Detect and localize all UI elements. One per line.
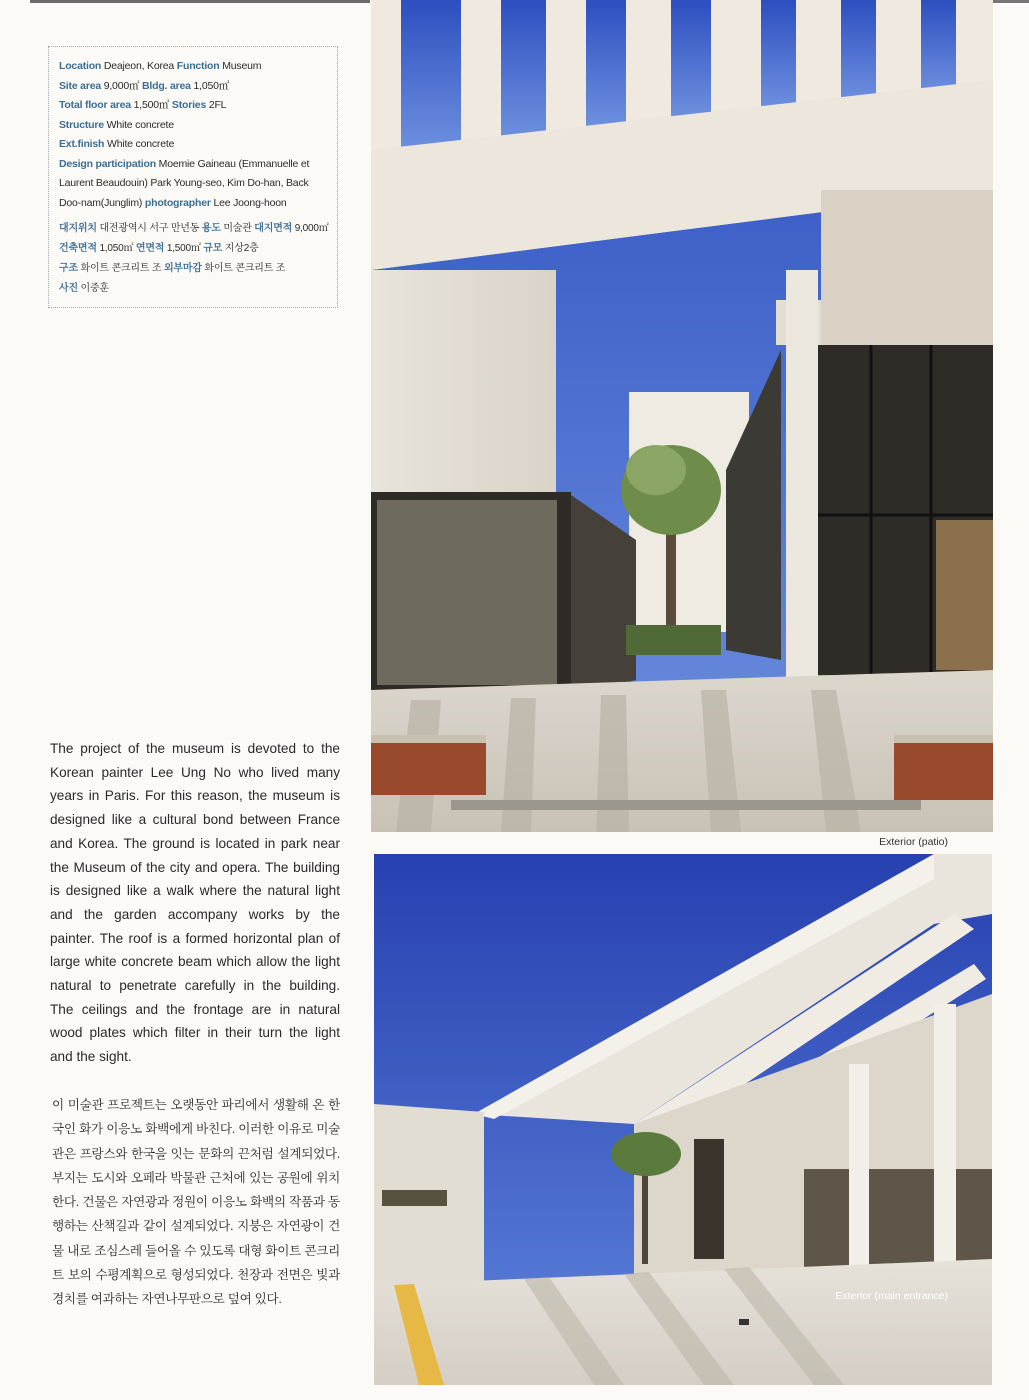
photographer-label: photographer [144, 196, 211, 209]
info-label: Ext.finish [59, 138, 105, 150]
info-label: 사진 [59, 283, 78, 294]
info-value: 지상2층 [224, 243, 259, 254]
info-value: 1,050㎡ [193, 79, 230, 92]
info-row [59, 116, 329, 136]
body-text-korean: 이 미술관 프로젝트는 오랫동안 파리에서 생활해 온 한국인 화가 이응노 화백에게 바친다. 이러한 이유로 미술관은 프랑스와 한국을 잇는 문화의 끈처럼 설계되었다. 부지는 도시와 오페라 박물관 근처에 있는 공원에 위치한다. 건물은 자연광과 정원이 이응노 화백의 작품과 동행하는 산책길과 같이 설계되었다. 지붕은 자연광이 건물 내로 조심스레 들어올 수 있도록 대형 화이트 콘크리트 보의 수평계획으로 형성되었다. 천장과 전면은 빛과 경치를 여과하는 자연나무판으로 덮여 있다. [52, 1098, 340, 1307]
design-label: Design participation [59, 157, 156, 170]
info-label: Site area [59, 79, 101, 92]
info-label: Stories [171, 99, 207, 111]
info-value: 9,000㎡ [294, 223, 329, 234]
info-value: 9,000㎡ [103, 79, 140, 92]
info-value: 1,050㎡ [99, 243, 134, 254]
info-row [59, 239, 329, 259]
photo-exterior-main-entrance [374, 854, 992, 1385]
top-rule [30, 0, 370, 3]
info-label: Location [59, 60, 102, 72]
info-label: 대지위치 [59, 223, 97, 234]
info-row [59, 57, 329, 77]
info-value: 화이트 콘크리트 조 [204, 263, 286, 274]
info-value: 화이트 콘크리트 조 [80, 263, 162, 274]
info-row [59, 96, 329, 116]
info-english [59, 57, 329, 155]
info-label: 연면적 [135, 243, 165, 254]
design-value: Moemie Gaineau (Emmanuelle et Laurent Beaudouin) Park Young-seo, Kim Do-han, Back Doo-nam(Junglim) [59, 157, 310, 209]
info-value: White concrete [106, 118, 174, 131]
design-participation [59, 155, 329, 214]
photo-exterior-patio [371, 0, 993, 832]
info-label: 건축면적 [59, 243, 97, 254]
info-label: 대지면적 [254, 223, 293, 234]
info-row [59, 279, 329, 299]
info-label: Structure [59, 118, 104, 131]
info-label: Bldg. area [142, 79, 191, 92]
info-korean [59, 219, 329, 299]
info-row [59, 135, 329, 155]
info-value: 미술관 [223, 223, 252, 234]
info-value: 대전광역시 서구 만년동 [99, 223, 200, 234]
info-value: 1,500㎡ [166, 243, 201, 254]
caption-main-entrance: Exterior (main entrance) [835, 1290, 948, 1302]
info-value: 1,500㎡ [133, 99, 170, 111]
info-row [59, 259, 329, 279]
info-value: Deajeon, Korea [103, 60, 175, 72]
info-label: Function [176, 60, 220, 72]
info-label: 용도 [201, 223, 221, 234]
info-value: White concrete [106, 138, 175, 150]
info-label: 구조 [59, 263, 78, 274]
info-label: Total floor area [59, 99, 131, 111]
project-info-box [48, 46, 338, 308]
caption-patio: Exterior (patio) [879, 836, 948, 848]
info-row [59, 77, 329, 97]
info-value: 2FL [208, 99, 227, 111]
info-value: 이중훈 [80, 283, 109, 294]
body-text-english: The project of the museum is devoted to the Korean painter Lee Ung No who lived many years in Paris. For this reason, the museum is designed like a cultural bond between France and Korea. The ground is located in park near the Museum of the city and opera. The building is designed like a walk where the natural light and the garden accompany works by the painter. The roof is a formed horizontal plan of large white concrete beam which allow the light natural to penetrate carefully in the building. The ceilings and the frontage are in natural wood plates which filter in their turn the light and the sight. [50, 741, 340, 1065]
photographer-value: Lee Joong-hoon [213, 196, 287, 209]
info-label: 외부마감 [163, 263, 202, 274]
info-label: 규모 [203, 243, 223, 254]
info-value: Museum [222, 60, 262, 72]
info-row [59, 219, 329, 239]
